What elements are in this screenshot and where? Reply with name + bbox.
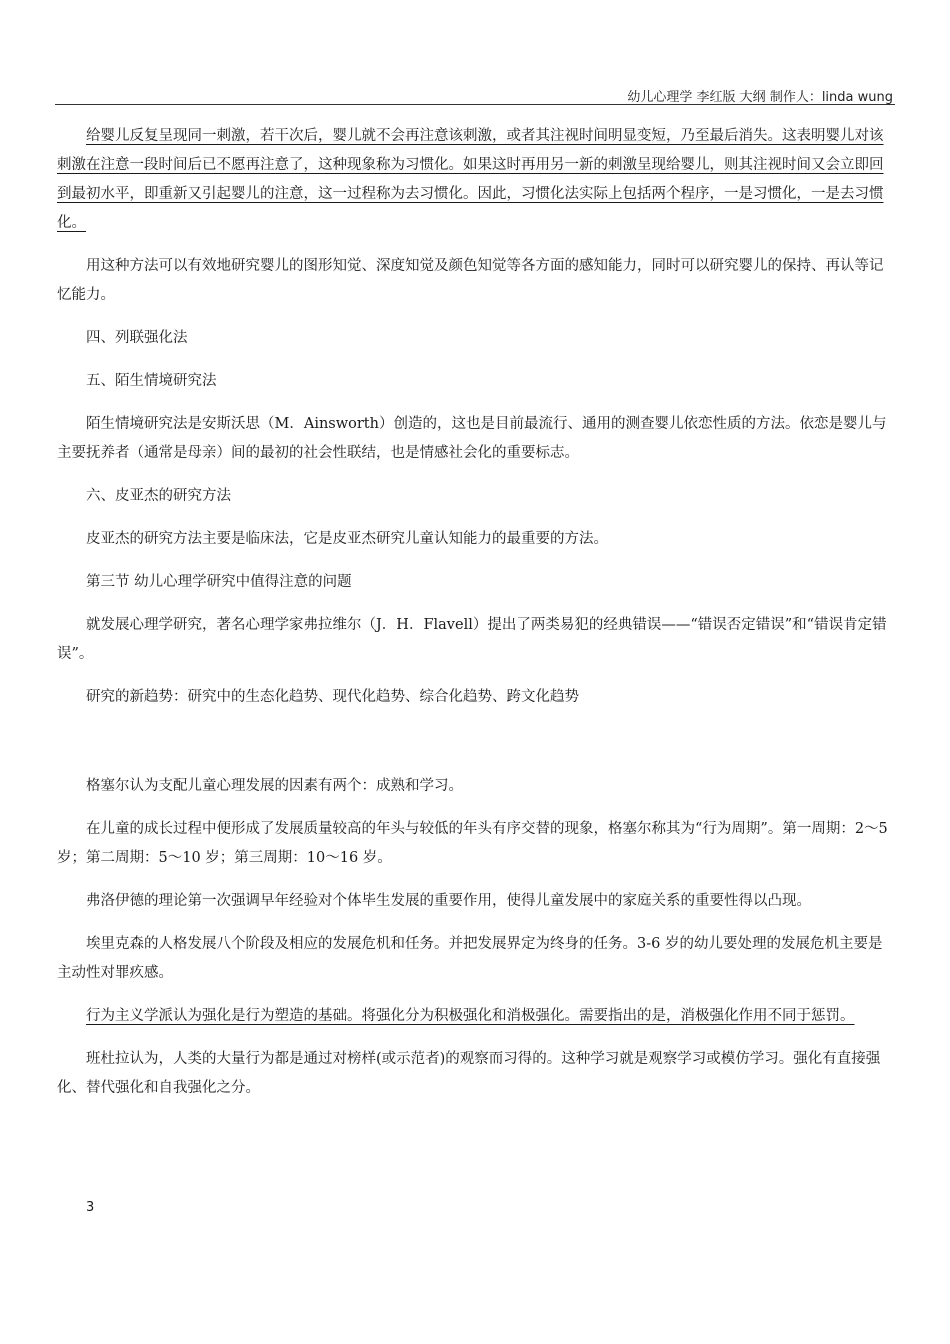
paragraph-flavell: 就发展心理学研究，著名心理学家弗拉维尔（J．H．Flavell）提出了两类易犯的经典错误——“错误否定错误”和“错误肯定错误”。 [57, 617, 887, 662]
paragraph-piaget-method: 皮亚杰的研究方法主要是临床法，它是皮亚杰研究儿童认知能力的最重要的方法。 [86, 531, 608, 547]
paragraph-freud: 弗洛伊德的理论第一次强调早年经验对个体毕生发展的重要作用，使得儿童发展中的家庭关系的重要性得以凸现。 [86, 893, 811, 909]
page-number: 3 [86, 1200, 95, 1215]
paragraph-habituation: 给婴儿反复呈现同一刺激，若干次后，婴儿就不会再注意该刺激，或者其注视时间明显变短，乃至最后消失。这表明婴儿对该刺激在注意一段时间后已不愿再注意了，这种现象称为习惯化。如果这时再用另一新的刺激呈现给婴儿，则其注视时间又会立即回到最初水平，即重新又引起婴儿的注意，这一过程称为去习惯化。因此，习惯化法实际上包括两个程序，一是习惯化，一是去习惯化。 [57, 128, 884, 231]
heading-strange-situation: 五、陌生情境研究法 [86, 373, 217, 389]
paragraph-strange-situation: 陌生情境研究法是安斯沃思（M．Ainsworth）创造的，这也是目前最流行、通用的测查婴儿依恋性质的方法。依恋是婴儿与主要抚养者（通常是母亲）间的最初的社会性联结，也是情感社会化的重要标志。 [57, 416, 887, 461]
document-body [57, 122, 893, 1103]
section-heading: 第三节 幼儿心理学研究中值得注意的问题 [86, 574, 352, 590]
heading-contingency-reinforcement: 四、列联强化法 [86, 330, 188, 346]
header-rule [55, 104, 895, 105]
paragraph-gesell: 格塞尔认为支配儿童心理发展的因素有两个：成熟和学习。 [86, 778, 463, 794]
paragraph-new-trends: 研究的新趋势：研究中的生态化趋势、现代化趋势、综合化趋势、跨文化趋势 [86, 689, 579, 705]
paragraph-behaviorism: 行为主义学派认为强化是行为塑造的基础。将强化分为积极强化和消极强化。需要指出的是，消极强化作用不同于惩罚。 [86, 1008, 855, 1024]
paragraph-bandura: 班杜拉认为，人类的大量行为都是通过对榜样(或示范者)的观察而习得的。这种学习就是观察学习或模仿学习。强化有直接强化、替代强化和自我强化之分。 [57, 1051, 881, 1096]
paragraph-behavior-cycle: 在儿童的成长过程中便形成了发展质量较高的年头与较低的年头有序交替的现象，格塞尔称其为“行为周期”。第一周期：2～5 岁；第二周期：5～10 岁；第三周期：10～16 岁。 [57, 821, 888, 866]
page-header: 幼儿心理学 李红版 大纲 制作人：linda wung [627, 90, 893, 105]
heading-piaget-method: 六、皮亚杰的研究方法 [86, 488, 231, 504]
paragraph-habituation-uses: 用这种方法可以有效地研究婴儿的图形知觉、深度知觉及颜色知觉等各方面的感知能力，同时可以研究婴儿的保持、再认等记忆能力。 [57, 258, 884, 303]
paragraph-erikson: 埃里克森的人格发展八个阶段及相应的发展危机和任务。并把发展界定为终身的任务。3-6 岁的幼儿要处理的发展危机主要是主动性对罪疚感。 [57, 936, 883, 981]
